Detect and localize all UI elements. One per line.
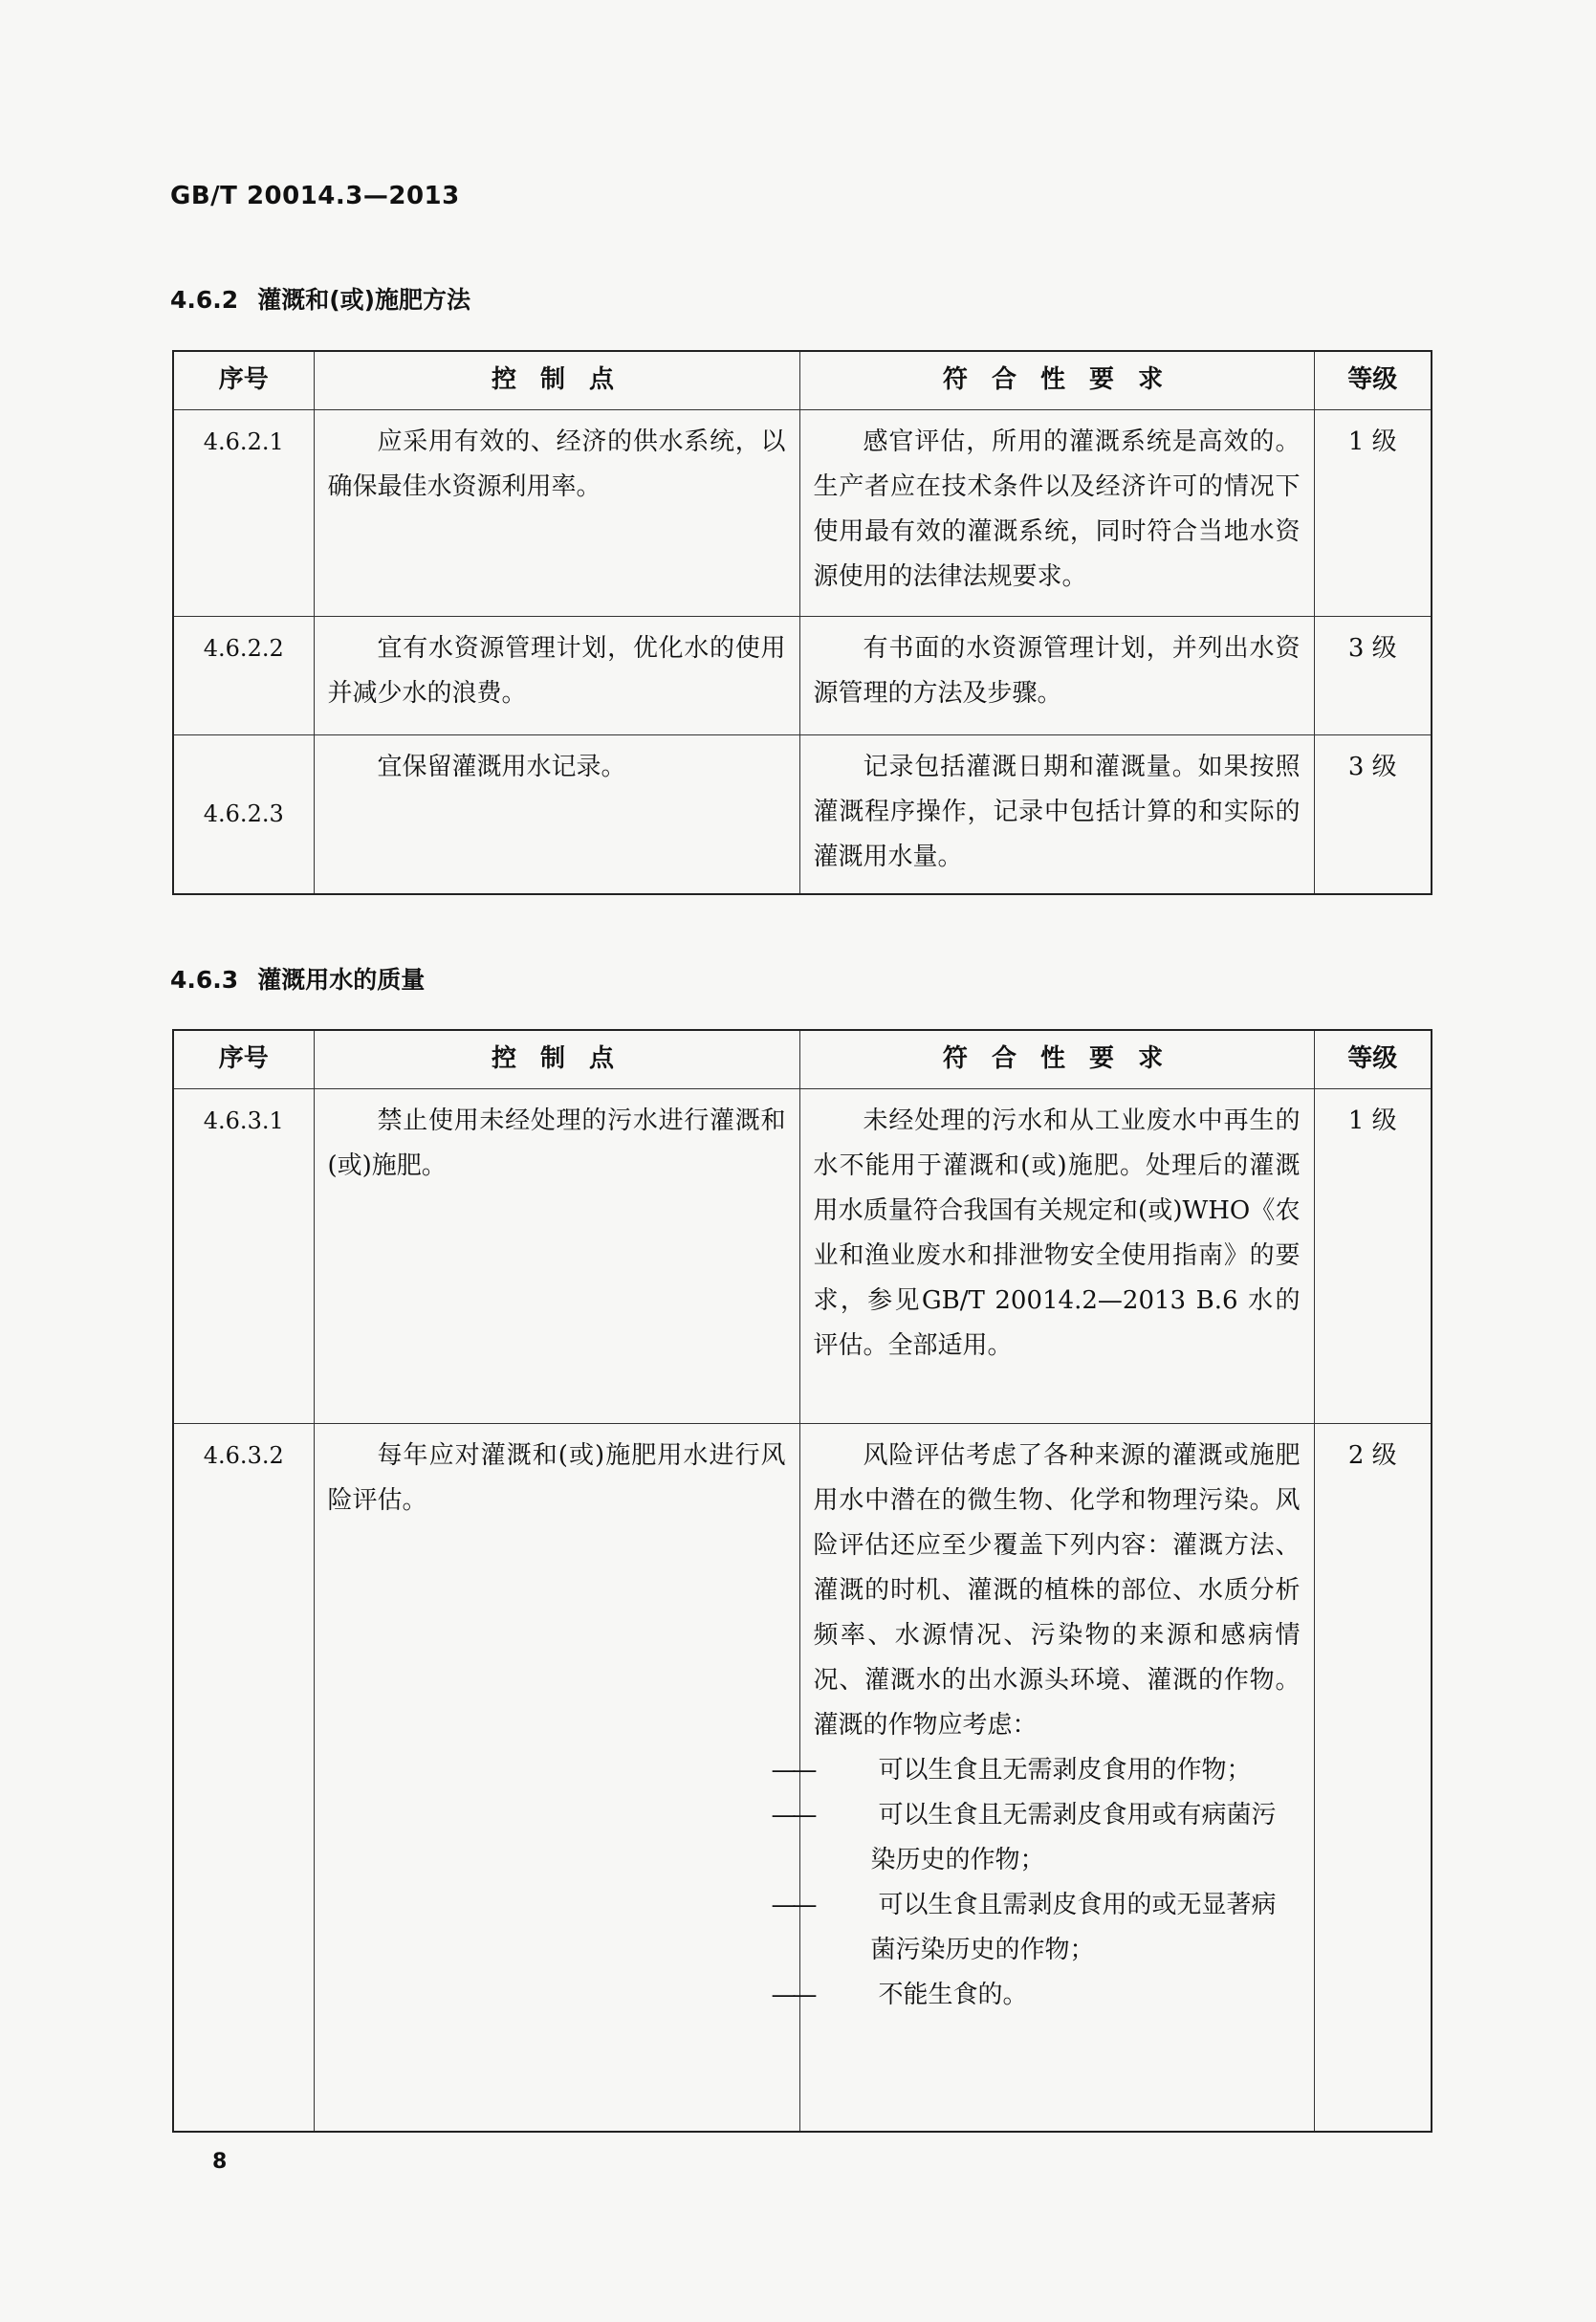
section-number: 4.6.3 <box>170 966 239 994</box>
requirement-text: 风险评估考虑了各种来源的灌溉或施肥用水中潜在的微生物、化学和物理污染。风险评估还应至少覆盖下列内容：灌溉方法、灌溉的时机、灌溉的植株的部位、水质分析频率、水源情况、污染物的来源和感病情况、灌溉水的出水源头环境、灌溉的作物。灌溉的作物应考虑： <box>813 1441 1301 1740</box>
row-grade: 1 级 <box>1314 1089 1432 1424</box>
list-item: —— 可以生食且需剥皮食用的或无显著病菌污染历史的作物； <box>771 1891 1277 1964</box>
column-header-grade: 等级 <box>1314 351 1432 410</box>
section-heading-4-6-2 <box>170 281 470 316</box>
section-title: 灌溉和(或)施肥方法 <box>257 286 471 314</box>
row-grade: 1 级 <box>1314 410 1432 617</box>
list-item: —— 不能生食的。 <box>771 1981 1028 2009</box>
row-number: 4.6.2.1 <box>173 410 314 617</box>
list-item: —— 可以生食且无需剥皮食用的作物； <box>771 1756 1252 1785</box>
row-number: 4.6.2.3 <box>173 735 314 894</box>
row-number: 4.6.3.2 <box>173 1424 314 2132</box>
row-requirement: 有书面的水资源管理计划，并列出水资源管理的方法及步骤。 <box>799 617 1314 735</box>
table-row <box>173 735 1432 894</box>
table-row <box>173 1424 1432 2132</box>
row-number: 4.6.3.1 <box>173 1089 314 1424</box>
list-item-text: 可以生食且需剥皮食用的或无显著病菌污染历史的作物； <box>870 1891 1277 1964</box>
column-header-control-point: 控 制 点 <box>314 351 799 410</box>
section-title: 灌溉用水的质量 <box>257 966 426 994</box>
row-requirement: 记录包括灌溉日期和灌溉量。如果按照灌溉程序操作，记录中包括计算的和实际的灌溉用水量。 <box>799 735 1314 894</box>
table-row <box>173 1089 1432 1424</box>
table-row <box>173 410 1432 617</box>
table-header-row <box>173 1030 1432 1089</box>
row-control-point: 宜有水资源管理计划，优化水的使用并减少水的浪费。 <box>314 617 799 735</box>
table-4-6-3 <box>172 1029 1432 2133</box>
table-row <box>173 617 1432 735</box>
column-header-requirement: 符 合 性 要 求 <box>799 351 1314 410</box>
document-code: GB/T 20014.3—2013 <box>170 182 460 210</box>
section-number: 4.6.2 <box>170 286 239 314</box>
row-control-point: 每年应对灌溉和(或)施肥用水进行风险评估。 <box>314 1424 799 2132</box>
section-heading-4-6-3 <box>170 961 425 996</box>
list-item-text: 可以生食且无需剥皮食用或有病菌污染历史的作物； <box>870 1801 1277 1874</box>
list-item: —— 可以生食且无需剥皮食用或有病菌污染历史的作物； <box>771 1801 1277 1874</box>
column-header-control-point: 控 制 点 <box>314 1030 799 1089</box>
row-requirement: 感官评估，所用的灌溉系统是高效的。生产者应在技术条件以及经济许可的情况下使用最有效的灌溉系统，同时符合当地水资源使用的法律法规要求。 <box>799 410 1314 617</box>
row-requirement <box>771 1424 1314 2132</box>
column-header-number: 序号 <box>173 351 314 410</box>
row-grade: 3 级 <box>1314 735 1432 894</box>
row-grade: 3 级 <box>1314 617 1432 735</box>
column-header-grade: 等级 <box>1314 1030 1432 1089</box>
row-requirement: 未经处理的污水和从工业废水中再生的水不能用于灌溉和(或)施肥。处理后的灌溉用水质量符合我国有关规定和(或)WHO《农业和渔业废水和排泄物安全使用指南》的要求，参见GB/T 20014.2—2013 B.6 水的评估。全部适用。 <box>799 1089 1314 1424</box>
column-header-requirement: 符 合 性 要 求 <box>799 1030 1314 1089</box>
row-grade: 2 级 <box>1314 1424 1432 2132</box>
page-number: 8 <box>212 2150 228 2174</box>
row-control-point: 禁止使用未经处理的污水进行灌溉和(或)施肥。 <box>314 1089 799 1424</box>
row-control-point: 应采用有效的、经济的供水系统，以确保最佳水资源利用率。 <box>314 410 799 617</box>
list-item-text: 不能生食的。 <box>878 1981 1028 2009</box>
table-4-6-2 <box>172 350 1432 895</box>
row-number: 4.6.2.2 <box>173 617 314 735</box>
row-control-point: 宜保留灌溉用水记录。 <box>314 735 799 894</box>
column-header-number: 序号 <box>173 1030 314 1089</box>
list-item-text: 可以生食且无需剥皮食用的作物； <box>878 1756 1252 1785</box>
table-header-row <box>173 351 1432 410</box>
